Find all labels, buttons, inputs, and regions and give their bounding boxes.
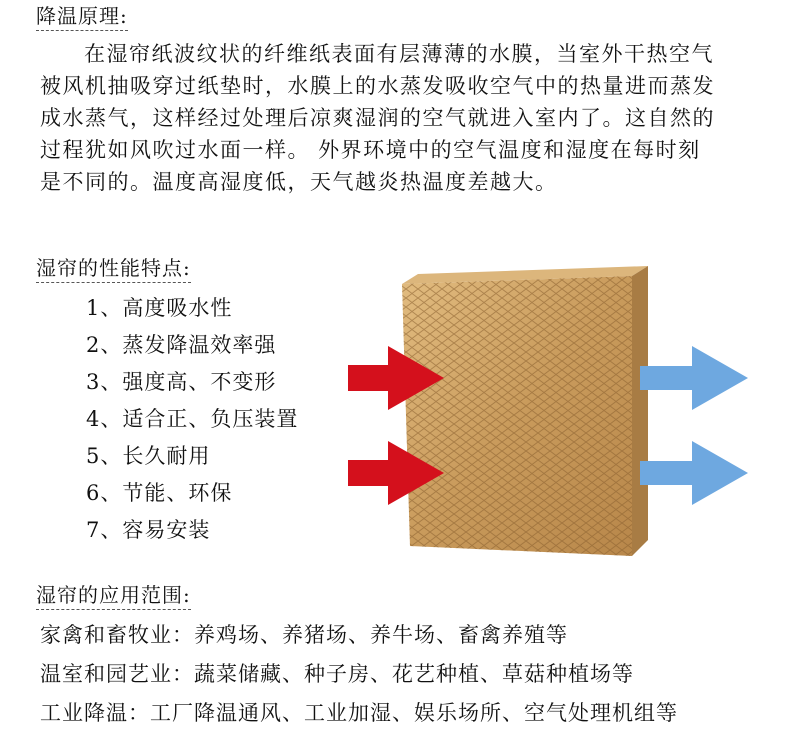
principle-paragraph <box>40 38 768 198</box>
cooling-pad <box>402 266 648 556</box>
feature-item: 5、长久耐用 <box>86 444 211 468</box>
features-heading: 湿帘的性能特点: <box>36 256 191 283</box>
principle-line: 在湿帘纸波纹状的纤维纸表面有层薄薄的水膜，当室外干热空气 <box>84 42 714 66</box>
application-item: 工业降温：工厂降温通风、工业加湿、娱乐场所、空气处理机组等 <box>40 701 678 725</box>
features-list <box>86 290 298 549</box>
pad-side-edge <box>632 266 648 556</box>
feature-item: 7、容易安装 <box>86 518 211 542</box>
pad-texture <box>402 276 632 556</box>
principle-line: 成水蒸气，这样经过处理后凉爽湿润的空气就进入室内了。这自然的 <box>40 106 715 130</box>
application-item: 温室和园艺业：蔬菜储藏、种子房、花艺种植、草菇种植场等 <box>40 662 634 686</box>
principle-line: 是不同的。温度高湿度低，天气越炎热温度差越大。 <box>40 170 558 194</box>
feature-item: 2、蒸发降温效率强 <box>86 333 277 357</box>
cooling-pad-illustration <box>340 262 760 562</box>
applications-heading: 湿帘的应用范围: <box>36 583 191 610</box>
outflow-arrow-icon <box>640 441 748 505</box>
principle-line: 过程犹如风吹过水面一样。 外界环境中的空气温度和湿度在每时刻 <box>40 138 701 162</box>
feature-item: 4、适合正、负压装置 <box>86 407 299 431</box>
applications-list <box>40 616 678 733</box>
feature-item: 3、强度高、不变形 <box>86 370 277 394</box>
principle-heading: 降温原理: <box>36 4 128 31</box>
outflow-arrow-icon <box>640 346 748 410</box>
principle-line: 被风机抽吸穿过纸垫时，水膜上的水蒸发吸收空气中的热量进而蒸发 <box>40 74 715 98</box>
feature-item: 6、节能、环保 <box>86 481 233 505</box>
application-item: 家禽和畜牧业：养鸡场、养猪场、养牛场、畜禽养殖等 <box>40 623 568 647</box>
feature-item: 1、高度吸水性 <box>86 296 233 320</box>
